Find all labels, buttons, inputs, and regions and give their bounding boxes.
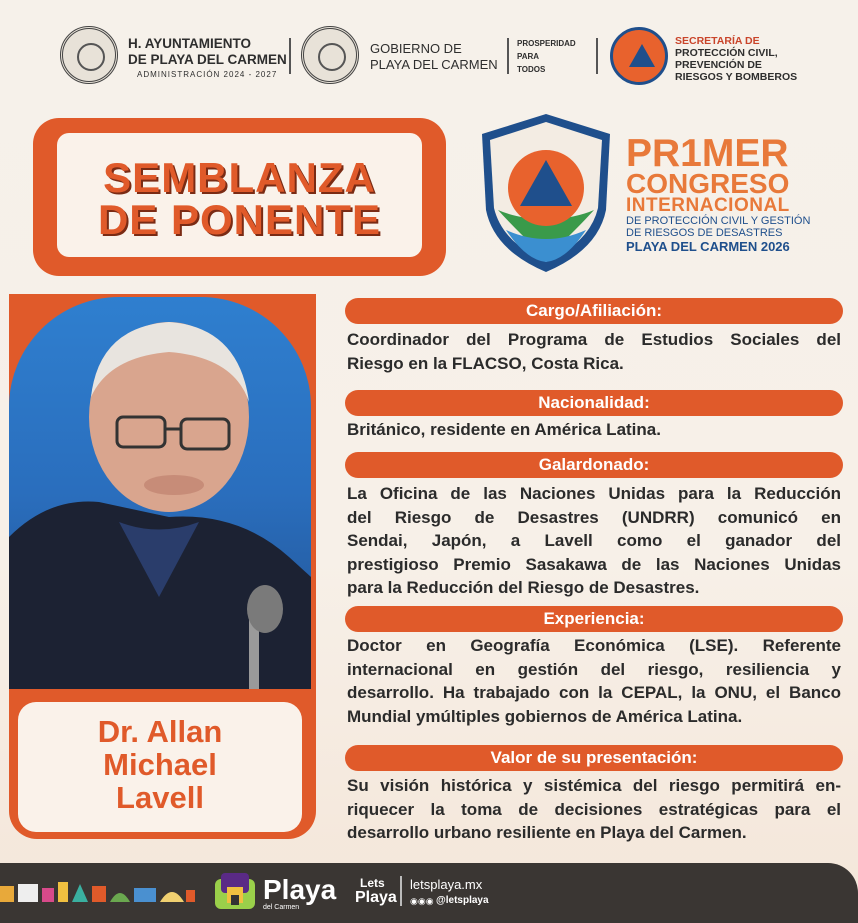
body-line: Sendai, Japón, a Lavell como el ganador del [347,531,841,550]
body-line: desarrollo urbano resiliente en Playa del Carmen. [347,823,747,842]
prosperidad-line1: PROSPERIDAD [517,39,576,48]
gobierno-line1: GOBIERNO DE [370,41,462,56]
body-line: Mundial ymúltiples gobiernos de América Latina. [347,706,743,726]
congreso-line2: CONGRESO [626,168,790,199]
playa-brand-subtext: del Carmen [263,904,300,911]
proteccion-civil-seal-icon [610,27,668,85]
body-line: Coordinador del Programa de Estudios Sociales del [347,330,841,349]
title-line2: DE PONENTE [97,196,382,243]
congreso-line6: PLAYA DEL CARMEN 2026 [626,239,790,254]
body-line: Doctor en Geografía Económica (LSE). Referente [347,636,841,655]
section-body-valor [347,774,841,845]
body-line: para la Reducción del Riesgo de Desastres. [347,578,700,597]
speaker-name-line2: Michael [103,747,217,782]
secretaria-line2: PROTECCIÓN CIVIL, [675,47,778,59]
prosperidad-line2: PARA [517,52,540,61]
social-handle[interactable]: @letsplaya [436,895,489,906]
section-body-nacionalidad [347,418,841,442]
ayuntamiento-line1: H. AYUNTAMIENTO [128,36,252,51]
title-line1: SEMBLANZA [103,154,376,201]
playa-brand-text: Playa [263,874,337,905]
section-heading-cargo: Cargo/Afiliación: [345,298,843,324]
website-link[interactable]: letsplaya.mx [410,877,483,892]
header-divider [289,38,291,74]
section-heading-galardonado: Galardonado: [345,452,843,478]
ayuntamiento-seal-icon [60,26,118,84]
section-heading-experiencia: Experiencia: [345,606,843,632]
gobierno-seal-icon [301,26,359,84]
header-divider [596,38,598,74]
secretaria-line3: PREVENCIÓN DE [675,59,762,71]
speaker-photo [9,297,311,689]
body-line: Riesgo en la FLACSO, Costa Rica. [347,353,624,373]
footer-divider [400,876,402,906]
speaker-name-line1: Dr. Allan [97,714,223,749]
body-line: La Oficina de las Naciones Unidas para la Reducción [347,484,841,503]
prosperidad-line3: TODOS [517,65,546,74]
section-heading-nacionalidad: Nacionalidad: [345,390,843,416]
congreso-shield-logo [476,110,616,275]
congreso-line1: PR1MER [626,132,789,175]
body-line: desarrollo. Ha trabajado con la CEPAL, la ONU, el Banco [347,683,841,702]
ayuntamiento-line2: DE PLAYA DEL CARMEN [128,52,287,67]
body-line: del Riesgo de Desastres (UNDRR) comunicó en [347,507,841,527]
congreso-line5: DE RIESGOS DE DESASTRES [626,227,783,239]
administracion-text: ADMINISTRACIÓN 2024 - 2027 [137,70,278,79]
congreso-line4: DE PROTECCIÓN CIVIL Y GESTIÓN [626,215,811,227]
gobierno-line2: PLAYA DEL CARMEN [370,57,498,72]
letsplaya-brand-line1: Lets [360,876,385,890]
header-divider [507,38,509,74]
letsplaya-brand-line2: Playa [355,889,397,906]
secretaria-line1: SECRETARÍA DE [675,35,760,47]
social-icons: ◉◉◉ [410,896,434,906]
section-body-cargo [347,328,841,375]
footer-illustration-strip [0,880,195,906]
body-line: riquecer la toma de decisiones estratégicas para el [347,799,841,819]
header-bar [0,0,858,100]
section-heading-valor: Valor de su presentación: [345,745,843,771]
section-body-galardonado [347,482,841,600]
congreso-line3: INTERNACIONAL [626,195,790,216]
secretaria-line4: RIESGOS Y BOMBEROS [675,71,798,83]
playa-logo-icon [213,869,257,913]
section-body-experiencia [347,634,841,728]
body-line: Británico, residente en América Latina. [347,420,661,439]
body-line: prestigioso Premio Sasakawa de las Naciones Unidas [347,554,841,574]
speaker-portrait [9,297,311,689]
body-line: internacional en gestión del riesgo, resiliencia y [347,659,841,679]
body-line: Su visión histórica y sistémica del riesgo permitirá en- [347,776,841,795]
speaker-name-line3: Lavell [116,780,204,815]
